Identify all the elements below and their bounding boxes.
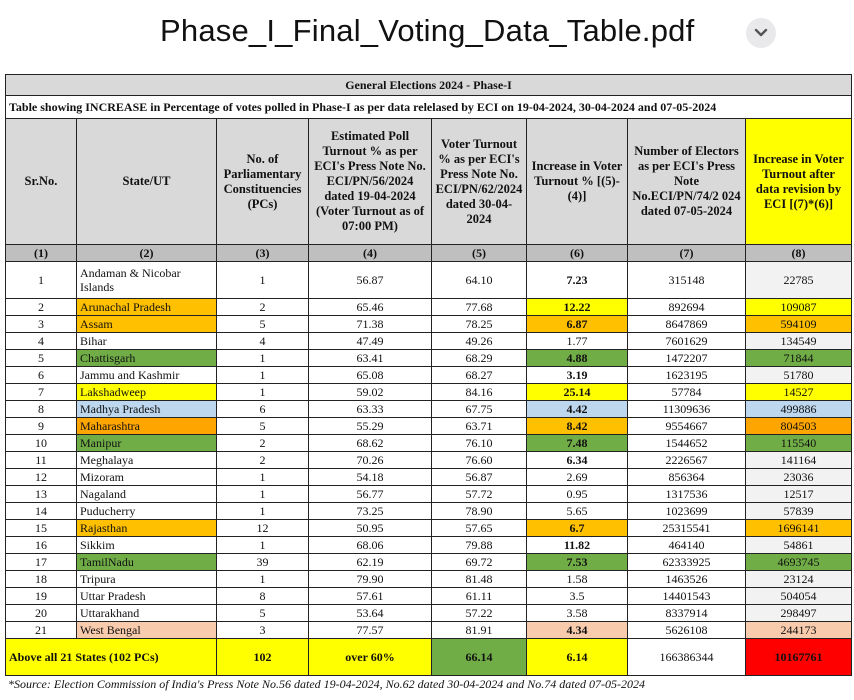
cell-increase-percent: 8.42 [527, 418, 628, 435]
cell-sr-no: 10 [6, 435, 77, 452]
header-sr-no: Sr.No. [6, 119, 77, 245]
cell-pcs: 1 [217, 367, 309, 384]
cell-increase-percent: 5.65 [527, 503, 628, 520]
table-row [6, 350, 852, 367]
cell-increase-votes: 12517 [746, 486, 852, 503]
table-row [6, 520, 852, 537]
cell-voter-turnout: 49.26 [432, 333, 527, 350]
cell-state: Chattisgarh [77, 350, 217, 367]
cell-sr-no: 4 [6, 333, 77, 350]
cell-increase-percent: 7.53 [527, 554, 628, 571]
cell-pcs: 2 [217, 452, 309, 469]
cell-state: Uttar Pradesh [77, 588, 217, 605]
cell-estimated-turnout: 68.62 [309, 435, 432, 452]
cell-voter-turnout: 76.10 [432, 435, 527, 452]
cell-estimated-turnout: 65.08 [309, 367, 432, 384]
cell-sr-no: 5 [6, 350, 77, 367]
table-row [6, 605, 852, 622]
cell-increase-votes: 504054 [746, 588, 852, 605]
cell-voter-turnout: 64.10 [432, 262, 527, 299]
cell-state: Bihar [77, 333, 217, 350]
cell-pcs: 1 [217, 503, 309, 520]
table-row [6, 622, 852, 639]
cell-voter-turnout: 78.25 [432, 316, 527, 333]
cell-state: TamilNadu [77, 554, 217, 571]
cell-pcs: 1 [217, 350, 309, 367]
total-increase-percent: 6.14 [527, 639, 628, 676]
table-row [6, 537, 852, 554]
cell-increase-votes: 22785 [746, 262, 852, 299]
cell-electors: 11309636 [628, 401, 746, 418]
cell-voter-turnout: 63.71 [432, 418, 527, 435]
col-number: (7) [628, 245, 746, 262]
table-row [6, 435, 852, 452]
cell-electors: 7601629 [628, 333, 746, 350]
total-estimated-turnout: over 60% [309, 639, 432, 676]
table-row [6, 262, 852, 299]
cell-state: Assam [77, 316, 217, 333]
cell-voter-turnout: 68.27 [432, 367, 527, 384]
cell-sr-no: 12 [6, 469, 77, 486]
cell-state: Uttarakhand [77, 605, 217, 622]
cell-state: Madhya Pradesh [77, 401, 217, 418]
col-number: (2) [77, 245, 217, 262]
col-number: (5) [432, 245, 527, 262]
cell-increase-votes: 109087 [746, 299, 852, 316]
cell-pcs: 5 [217, 605, 309, 622]
cell-electors: 9554667 [628, 418, 746, 435]
cell-electors: 1463526 [628, 571, 746, 588]
total-increase-votes: 10167761 [746, 639, 852, 676]
chevron-down-icon [754, 28, 768, 38]
cell-sr-no: 13 [6, 486, 77, 503]
cell-pcs: 1 [217, 571, 309, 588]
cell-estimated-turnout: 77.57 [309, 622, 432, 639]
cell-sr-no: 20 [6, 605, 77, 622]
header-estimated-turnout: Estimated Poll Turnout % as per ECI's Press Note No. ECI/PN/56/2024 dated 19-04-2024 (Voter Turnout as of 07:00 PM) [309, 119, 432, 245]
cell-increase-percent: 3.19 [527, 367, 628, 384]
cell-increase-percent: 3.5 [527, 588, 628, 605]
cell-increase-percent: 3.58 [527, 605, 628, 622]
source-note: *Source: Election Commission of India's Press Note No.56 dated 19-04-2024, No.62 dated 30-04-2024 and No.74 dated 07-05-2024 [8, 677, 645, 691]
total-voter-turnout: 66.14 [432, 639, 527, 676]
cell-electors: 1023699 [628, 503, 746, 520]
cell-sr-no: 2 [6, 299, 77, 316]
cell-electors: 2226567 [628, 452, 746, 469]
cell-sr-no: 16 [6, 537, 77, 554]
cell-increase-percent: 0.95 [527, 486, 628, 503]
cell-electors: 856364 [628, 469, 746, 486]
cell-state: Jammu and Kashmir [77, 367, 217, 384]
cell-increase-votes: 134549 [746, 333, 852, 350]
table-row [6, 588, 852, 605]
table-row [6, 571, 852, 588]
cell-increase-percent: 6.7 [527, 520, 628, 537]
cell-increase-percent: 1.58 [527, 571, 628, 588]
cell-increase-votes: 244173 [746, 622, 852, 639]
table-row [6, 469, 852, 486]
cell-pcs: 5 [217, 316, 309, 333]
cell-state: Sikkim [77, 537, 217, 554]
cell-pcs: 5 [217, 418, 309, 435]
cell-increase-votes: 594109 [746, 316, 852, 333]
cell-state: Maharashtra [77, 418, 217, 435]
cell-pcs: 1 [217, 486, 309, 503]
cell-electors: 8337914 [628, 605, 746, 622]
cell-estimated-turnout: 63.41 [309, 350, 432, 367]
col-number: (1) [6, 245, 77, 262]
cell-sr-no: 11 [6, 452, 77, 469]
cell-voter-turnout: 79.88 [432, 537, 527, 554]
cell-voter-turnout: 77.68 [432, 299, 527, 316]
cell-sr-no: 15 [6, 520, 77, 537]
cell-increase-percent: 2.69 [527, 469, 628, 486]
cell-sr-no: 1 [6, 262, 77, 299]
header-pcs: No. of Parliamentary Constituencies (PCs) [217, 119, 309, 245]
col-number: (3) [217, 245, 309, 262]
cell-electors: 62333925 [628, 554, 746, 571]
cell-estimated-turnout: 68.06 [309, 537, 432, 554]
cell-increase-votes: 57839 [746, 503, 852, 520]
total-label: Above all 21 States (102 PCs) [6, 639, 217, 676]
table-row [6, 401, 852, 418]
pdf-page [5, 74, 851, 698]
cell-voter-turnout: 68.29 [432, 350, 527, 367]
cell-state: Lakshadweep [77, 384, 217, 401]
table-row [6, 384, 852, 401]
cell-state: West Bengal [77, 622, 217, 639]
cell-sr-no: 7 [6, 384, 77, 401]
cell-pcs: 1 [217, 469, 309, 486]
cell-increase-votes: 141164 [746, 452, 852, 469]
cell-increase-votes: 4693745 [746, 554, 852, 571]
cell-increase-votes: 23036 [746, 469, 852, 486]
table-row [6, 486, 852, 503]
cell-pcs: 2 [217, 299, 309, 316]
col-number: (8) [746, 245, 852, 262]
cell-electors: 1472207 [628, 350, 746, 367]
cell-state: Mizoram [77, 469, 217, 486]
cell-increase-percent: 7.23 [527, 262, 628, 299]
cell-voter-turnout: 56.87 [432, 469, 527, 486]
cell-voter-turnout: 81.48 [432, 571, 527, 588]
cell-estimated-turnout: 57.61 [309, 588, 432, 605]
cell-estimated-turnout: 65.46 [309, 299, 432, 316]
cell-electors: 1317536 [628, 486, 746, 503]
cell-increase-votes: 51780 [746, 367, 852, 384]
file-title: Phase_I_Final_Voting_Data_Table.pdf [160, 13, 695, 48]
cell-estimated-turnout: 63.33 [309, 401, 432, 418]
cell-voter-turnout: 84.16 [432, 384, 527, 401]
cell-state: Meghalaya [77, 452, 217, 469]
table-subtitle: Table showing INCREASE in Percentage of votes polled in Phase-I as per data relelased by ECI on 19-04-2024, 30-04-2024 and 07-05-2024 [6, 96, 852, 119]
cell-voter-turnout: 57.22 [432, 605, 527, 622]
cell-increase-votes: 71844 [746, 350, 852, 367]
cell-sr-no: 6 [6, 367, 77, 384]
pdf-header-bar [0, 0, 854, 68]
file-menu-button[interactable] [746, 18, 776, 48]
cell-estimated-turnout: 71.38 [309, 316, 432, 333]
cell-electors: 892694 [628, 299, 746, 316]
col-number: (4) [309, 245, 432, 262]
cell-electors: 464140 [628, 537, 746, 554]
total-pcs: 102 [217, 639, 309, 676]
cell-increase-percent: 12.22 [527, 299, 628, 316]
cell-pcs: 3 [217, 622, 309, 639]
col-number: (6) [527, 245, 628, 262]
cell-sr-no: 18 [6, 571, 77, 588]
cell-voter-turnout: 61.11 [432, 588, 527, 605]
cell-increase-percent: 11.82 [527, 537, 628, 554]
cell-increase-votes: 1696141 [746, 520, 852, 537]
cell-sr-no: 8 [6, 401, 77, 418]
cell-increase-votes: 14527 [746, 384, 852, 401]
cell-voter-turnout: 81.91 [432, 622, 527, 639]
table-row [6, 367, 852, 384]
cell-state: Puducherry [77, 503, 217, 520]
cell-increase-votes: 54861 [746, 537, 852, 554]
table-row [6, 299, 852, 316]
column-number-row [6, 245, 852, 262]
table-row [6, 316, 852, 333]
cell-estimated-turnout: 62.19 [309, 554, 432, 571]
cell-pcs: 12 [217, 520, 309, 537]
cell-estimated-turnout: 56.87 [309, 262, 432, 299]
header-state: State/UT [77, 119, 217, 245]
table-row [6, 333, 852, 350]
cell-pcs: 2 [217, 435, 309, 452]
cell-state: Nagaland [77, 486, 217, 503]
cell-increase-votes: 115540 [746, 435, 852, 452]
cell-pcs: 1 [217, 262, 309, 299]
cell-state: Arunachal Pradesh [77, 299, 217, 316]
cell-pcs: 6 [217, 401, 309, 418]
cell-estimated-turnout: 53.64 [309, 605, 432, 622]
cell-voter-turnout: 78.90 [432, 503, 527, 520]
header-electors: Number of Electors as per ECI's Press Note No.ECI/PN/74/2 024 dated 07-05-2024 [628, 119, 746, 245]
cell-sr-no: 14 [6, 503, 77, 520]
table-row [6, 418, 852, 435]
cell-electors: 1544652 [628, 435, 746, 452]
cell-estimated-turnout: 56.77 [309, 486, 432, 503]
cell-state: Rajasthan [77, 520, 217, 537]
cell-increase-votes: 23124 [746, 571, 852, 588]
cell-increase-percent: 6.87 [527, 316, 628, 333]
cell-increase-votes: 499886 [746, 401, 852, 418]
cell-electors: 25315541 [628, 520, 746, 537]
cell-electors: 8647869 [628, 316, 746, 333]
cell-increase-percent: 6.34 [527, 452, 628, 469]
header-increase-percent: Increase in Voter Turnout % [(5)-(4)] [527, 119, 628, 245]
total-electors: 166386344 [628, 639, 746, 676]
cell-electors: 57784 [628, 384, 746, 401]
cell-pcs: 8 [217, 588, 309, 605]
cell-estimated-turnout: 50.95 [309, 520, 432, 537]
table-title: General Elections 2024 - Phase-I [6, 75, 852, 96]
cell-sr-no: 21 [6, 622, 77, 639]
header-row [6, 119, 852, 245]
cell-estimated-turnout: 79.90 [309, 571, 432, 588]
cell-estimated-turnout: 47.49 [309, 333, 432, 350]
cell-voter-turnout: 69.72 [432, 554, 527, 571]
cell-electors: 1623195 [628, 367, 746, 384]
cell-voter-turnout: 57.72 [432, 486, 527, 503]
cell-estimated-turnout: 54.18 [309, 469, 432, 486]
cell-electors: 14401543 [628, 588, 746, 605]
table-row [6, 554, 852, 571]
cell-increase-percent: 4.88 [527, 350, 628, 367]
cell-estimated-turnout: 55.29 [309, 418, 432, 435]
cell-increase-percent: 4.34 [527, 622, 628, 639]
cell-state: Andaman & Nicobar Islands [77, 262, 217, 299]
cell-pcs: 1 [217, 384, 309, 401]
header-increase-votes: Increase in Voter Turnout after data revision by ECI [(7)*(6)] [746, 119, 852, 245]
cell-sr-no: 19 [6, 588, 77, 605]
table-row [6, 503, 852, 520]
cell-estimated-turnout: 59.02 [309, 384, 432, 401]
cell-voter-turnout: 57.65 [432, 520, 527, 537]
cell-increase-percent: 1.77 [527, 333, 628, 350]
cell-increase-votes: 804503 [746, 418, 852, 435]
cell-increase-percent: 25.14 [527, 384, 628, 401]
cell-sr-no: 9 [6, 418, 77, 435]
cell-state: Manipur [77, 435, 217, 452]
cell-voter-turnout: 67.75 [432, 401, 527, 418]
cell-estimated-turnout: 70.26 [309, 452, 432, 469]
cell-electors: 315148 [628, 262, 746, 299]
cell-pcs: 39 [217, 554, 309, 571]
cell-increase-percent: 7.48 [527, 435, 628, 452]
cell-pcs: 1 [217, 537, 309, 554]
voting-data-table [5, 74, 852, 676]
cell-estimated-turnout: 73.25 [309, 503, 432, 520]
header-voter-turnout: Voter Turnout % as per ECI's Press Note No. ECI/PN/62/2024 dated 30-04-2024 [432, 119, 527, 245]
cell-increase-percent: 4.42 [527, 401, 628, 418]
cell-pcs: 4 [217, 333, 309, 350]
cell-electors: 5626108 [628, 622, 746, 639]
table-row [6, 452, 852, 469]
total-row [6, 639, 852, 676]
cell-voter-turnout: 76.60 [432, 452, 527, 469]
cell-state: Tripura [77, 571, 217, 588]
cell-increase-votes: 298497 [746, 605, 852, 622]
cell-sr-no: 3 [6, 316, 77, 333]
cell-sr-no: 17 [6, 554, 77, 571]
